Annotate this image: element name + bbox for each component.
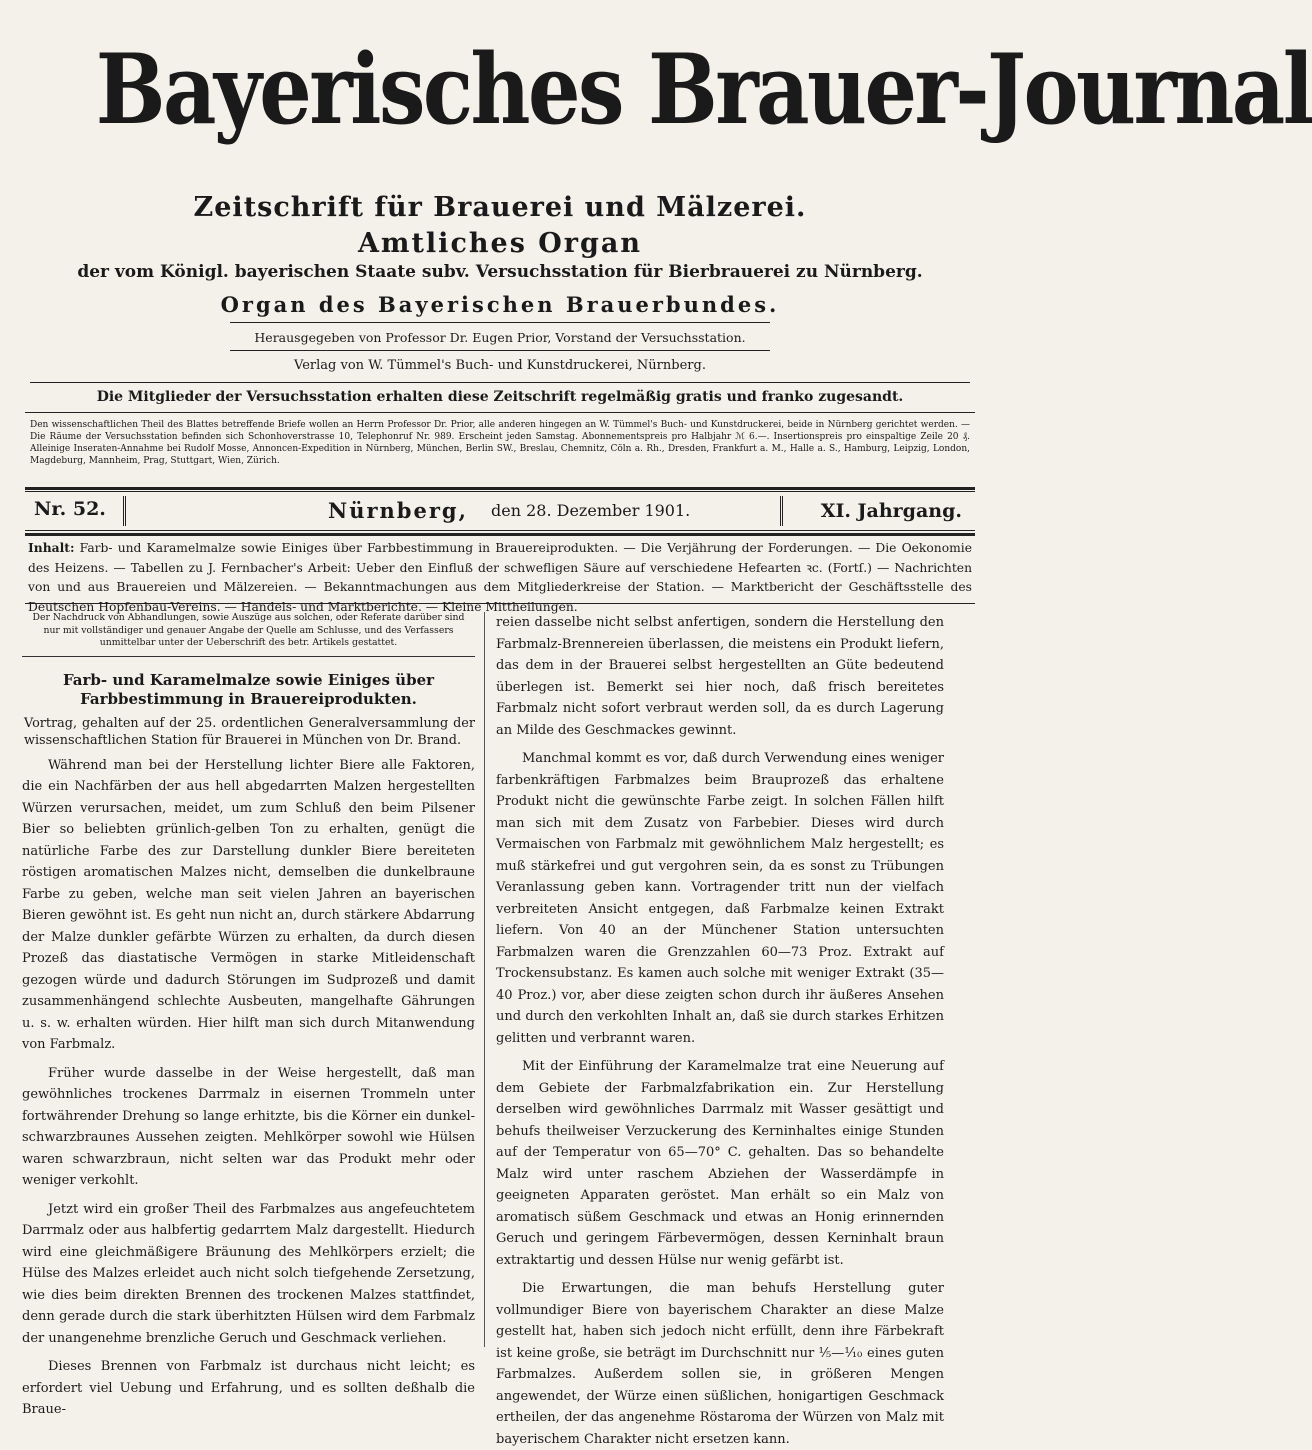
issue-number: Nr. 52. bbox=[34, 498, 106, 520]
issue-rule-top bbox=[25, 487, 975, 490]
press-line: Verlag von W. Tümmel's Buch- und Kunstdruckerei, Nürnberg. bbox=[294, 358, 706, 373]
article-paragraph: reien dasselbe nicht selbst anfertigen, sondern die Herstellung den Farbmalz-Brennereien überlassen, die meistens ein Produkt liefern, das dem in der Brauerei selbst hergestellten an Güte bedeutend überlegen ist. Bemerkt sei hier noch, daß frisch bereitetes Farbmalz nicht sofort verbraut werden soll, da es durch Lagerung an Milde des Geschmackes gewinnt. bbox=[496, 615, 944, 738]
article-paragraph: Die Erwartungen, die man behufs Herstellung guter vollmundiger Biere von bayerischem Charakter an diese Malze gestellt hat, haben sich jedoch nicht erfüllt, denn ihre Färbekraft ist keine große, sie beträgt im Durchschnitt nur ⅕—⅒ eines guten Farbmalzes. Außerdem sollen sie, in größeren Mengen angewendet, der Würze einen süßlichen, honigartigen Geschmack ertheilen, der das angenehme Röstaroma der Würzen von Malz mit bayerischem Charakter nicht ersetzen kann. bbox=[496, 1281, 944, 1447]
members-notice: Die Mitglieder der Versuchsstation erhalten diese Zeitschrift regelmäßig gratis und franko zugesandt. bbox=[96, 389, 904, 405]
masthead-divider bbox=[230, 350, 770, 351]
column-divider bbox=[484, 612, 485, 1347]
article-paragraph: Jetzt wird ein großer Theil des Farbmalzes aus angefeuchtetem Darrmalz oder aus halbfertig gedarrtem Malz dargestellt. Hiedurch wird eine gleichmäßigere Bräunung des Mehlkörpers erzielt; die Hülse des Malzes erleidet auch nicht solch tiefgehende Zersetzung, wie dies beim direkten Brennen des trockenen Malzes stattfindet, denn gerade durch die stark überhitzten Hülsen wird dem Farbmalz der unangenehme brenzliche Geruch und Geschmack verliehen. bbox=[22, 1201, 475, 1346]
issue-separator bbox=[123, 496, 126, 526]
article-paragraph: Dieses Brennen von Farbmalz ist durchaus nicht leicht; es erfordert viel Uebung und Erfahrung, und es sollten deßhalb die Braue- bbox=[22, 1359, 475, 1417]
station-line: der vom Königl. bayerischen Staate subv. Versuchsstation für Bierbrauerei zu Nürnberg. bbox=[77, 262, 923, 282]
brauerbund-line: Organ des Bayerischen Brauerbundes. bbox=[220, 292, 780, 317]
right-column bbox=[496, 612, 944, 1450]
issue-rule-bottom bbox=[25, 533, 975, 536]
issue-rule-top bbox=[25, 491, 975, 492]
table-of-contents bbox=[28, 538, 972, 617]
reprint-notice: Der Nachdruck von Abhandlungen, sowie Auszüge aus solchen, oder Referate darüber sind nur mit vollständiger und genauer Angabe der Quelle am Schlusse, und des Verfassers unmittelbar unter der Ueberschrift des betr. Artikels gestattet. bbox=[22, 612, 475, 657]
article-paragraph: Früher wurde dasselbe in der Weise hergestellt, daß man gewöhnliches trockenes Darrmalz in eisernen Trommeln unter fortwährender Drehung so lange erhitzte, bis die Körner ein dunkel-schwarzbraunes Aussehen zeigten. Mehlkörper sowohl wie Hülsen waren schwarzbraun, nicht selten war das Produkt mehr oder weniger verkohlt. bbox=[22, 1065, 475, 1188]
issue-date: den 28. Dezember 1901. bbox=[491, 501, 691, 520]
masthead-divider bbox=[230, 322, 770, 323]
masthead-divider bbox=[30, 382, 970, 383]
article-title: Farb- und Karamelmalze sowie Einiges über Farbbestimmung in Brauereiprodukten. bbox=[62, 670, 435, 708]
left-column bbox=[22, 612, 475, 1421]
issue-year: XI. Jahrgang. bbox=[820, 500, 962, 522]
article-paragraph: Manchmal kommt es vor, daß durch Verwendung eines weniger farbenkräftigen Farbmalzes beim Brauprozeß das erhaltene Produkt nicht die gewünschte Farbe zeigt. In solchen Fällen hilft man sich mit dem Zusatz von Farbebier. Dieses wird durch Vermaischen von Farbmalz mit gewöhnlichem Malz hergestellt; es muß stärkefrei und gut vergohren sein, da es sonst zu Trübungen Veranlassung geben kann. Vortragender tritt nun der vielfach verbreiteten Ansicht entgegen, daß Farbmalze keinen Extrakt liefern. Von 40 an der Münchener Station untersuchten Farbmalzen waren die Grenzzahlen 60—73 Proz. Extrakt auf Trockensubstanz. Es kamen auch solche mit weniger Extrakt (35—40 Proz.) vor, aber diese zeigten schon durch ihr äußeres Ansehen und durch den verkohlten Inhalt an, daß sie durch starkes Erhitzen gelitten und verbrannt waren. bbox=[496, 751, 944, 1046]
article-paragraph: Während man bei der Herstellung lichter Biere alle Faktoren, die ein Nachfärben der aus hell abgedarrten Malzen hergestellten Würzen verursachen, meidet, um zum Schluß den beim Pilsener Bier so beliebten grünlich-gelben Ton zu erhalten, genügt die natürliche Farbe des zur Darstellung dunkler Biere bereiteten röstigen aromatischen Malzes nicht, demselben die dunkelbraune Farbe zu geben, welche man seit vielen Jahren an bayerischen Bieren gewöhnt ist. Es geht nun nicht an, durch stärkere Abdarrung der Malze dunkler gefärbte Würzen zu erhalten, da durch diesen Prozeß das diastatische Vermögen in starke Mitleidenschaft gezogen würde und dadurch Störungen im Sudprozeß und damit zusammenhängend schlechte Ausbeuten, mangelhafte Gährungen u. s. w. erhalten würden. Hier hilft man sich durch Mitanwendung von Farbmalz. bbox=[22, 757, 475, 1052]
official-organ-heading: Amtliches Organ bbox=[357, 228, 643, 259]
issue-rule-bottom bbox=[25, 530, 975, 531]
masthead-divider bbox=[25, 412, 975, 413]
journal-title: Bayerisches Brauer-Journal bbox=[95, 33, 1312, 146]
article-byline: Vortrag, gehalten auf der 25. ordentlichen Generalversammlung der wissenschaftlichen Station für Brauerei in München von Dr. Brand. bbox=[24, 715, 475, 748]
issue-separator bbox=[780, 496, 783, 526]
journal-subtitle: Zeitschrift für Brauerei und Mälzerei. bbox=[193, 192, 807, 223]
toc-text: Farb- und Karamelmalze sowie Einiges über Farbbestimmung in Brauereiprodukten. — Die Verjährung der Forderungen. — Die Oekonomie des Heizens. — Tabellen zu J. Fernbacher's Arbeit: Ueber den Einfluß der schwefligen Säure auf verschiedene Hefearten ꝛc. (Fortſ.) — Nachrichten von und aus Brauereien und Mälzereien. — Bekanntmachungen aus dem Mitgliederkreise der Station. — Marktbericht der Geschäftsstelle des Deutschen Hopfenbau-Vereins. — Handels- und Marktberichte. — Kleine Mittheilungen. bbox=[28, 541, 972, 614]
toc-label: Inhalt: bbox=[28, 540, 75, 555]
publisher-line: Herausgegeben von Professor Dr. Eugen Prior, Vorstand der Versuchsstation. bbox=[254, 330, 746, 345]
toc-divider bbox=[25, 603, 975, 604]
subscription-fineprint: Den wissenschaftlichen Theil des Blattes betreffende Briefe wollen an Herrn Professor Dr. Prior, alle anderen hingegen an W. Tümmel's Buch- und Kunstdruckerei, beide in Nürnberg gerichtet werden. — Die Räume der Versuchsstation befinden sich Schonhoverstrasse 10, Telephonruf Nr. 989. Erscheint jeden Samstag. Abonnementspreis pro Halbjahr ℳ 6.—. Insertionspreis pro einspaltige Zeile 20 ₰. Alleinige Inseraten-Annahme bei Rudolf Mosse, Annoncen-Expedition in Nürnberg, München, Berlin SW., Breslau, Chemnitz, Cöln a. Rh., Dresden, Frankfurt a. M., Halle a. S., Hamburg, Leipzig, London, Magdeburg, Mannheim, Prag, Stuttgart, Wien, Zürich. bbox=[30, 420, 970, 466]
issue-line bbox=[28, 498, 972, 526]
issue-place: Nürnberg, bbox=[328, 498, 468, 523]
article-paragraph: Mit der Einführung der Karamelmalze trat eine Neuerung auf dem Gebiete der Farbmalzfabrikation ein. Zur Herstellung derselben wird gewöhnliches Darrmalz mit Wasser gesättigt und behufs theilweiser Verzuckerung des Kerninhaltes einige Stunden auf der Temperatur von 65—70° C. gehalten. Das so behandelte Malz wird unter raschem Abziehen der Wasserdämpfe in geeigneten Apparaten geröstet. Man erhält so ein Malz von aromatisch süßem Geschmack und etwas an Honig erinnernden Geruch und geringem Färbevermögen, dessen Kerninhalt braun extraktartig und dessen Hülse nur wenig gefärbt ist. bbox=[496, 1059, 944, 1268]
